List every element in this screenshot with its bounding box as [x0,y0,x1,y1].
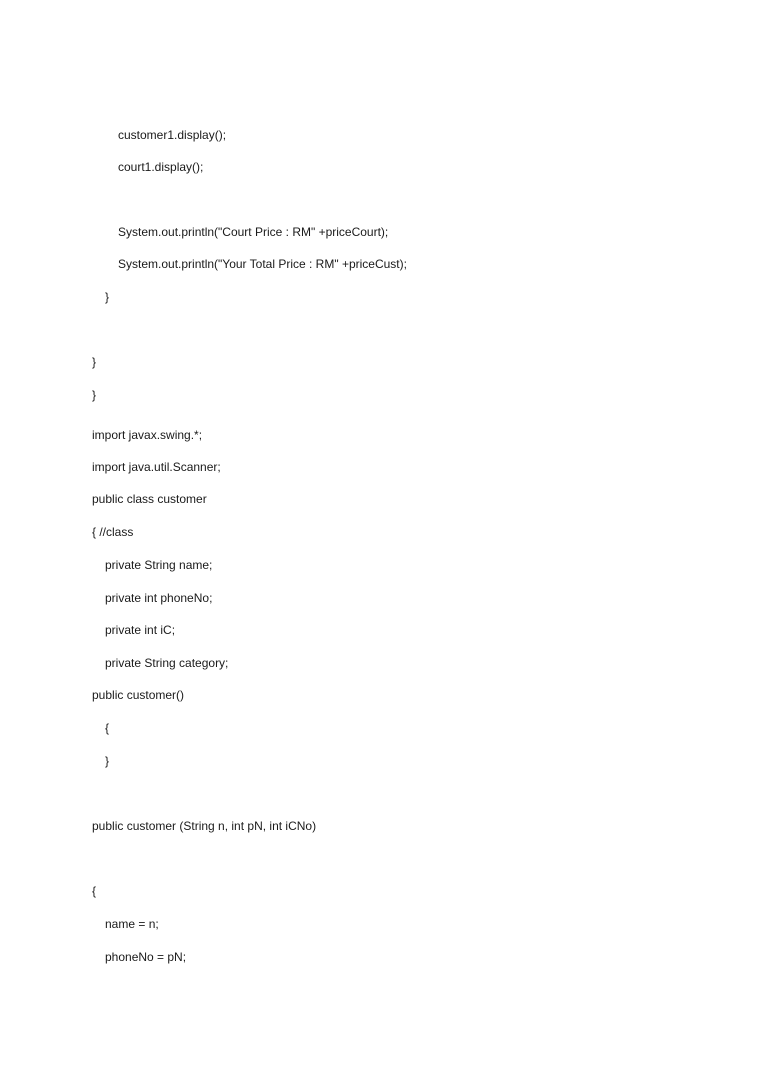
code-line: } [92,388,97,402]
code-line: { //class [92,525,134,539]
code-line: System.out.println("Your Total Price : RM" +priceCust); [118,257,407,271]
code-line: public customer (String n, int pN, int iCNo) [92,819,317,833]
code-line: public customer() [92,688,185,702]
code-line: private String name; [105,558,213,572]
code-line: } [105,754,110,768]
code-line: { [92,884,97,898]
code-line: } [92,355,97,369]
code-line: phoneNo = pN; [105,950,187,964]
code-line: import java.util.Scanner; [92,460,221,474]
code-line: name = n; [105,917,159,931]
code-line: { [105,721,110,735]
code-line: private int phoneNo; [105,591,213,605]
code-line: court1.display(); [118,160,204,174]
code-line: System.out.println("Court Price : RM" +priceCourt); [118,225,389,239]
code-line: private int iC; [105,623,176,637]
code-line: public class customer [92,492,207,506]
code-line: private String category; [105,656,229,670]
code-line: } [105,290,110,304]
code-line: customer1.display(); [118,128,227,142]
code-line: import javax.swing.*; [92,428,203,442]
